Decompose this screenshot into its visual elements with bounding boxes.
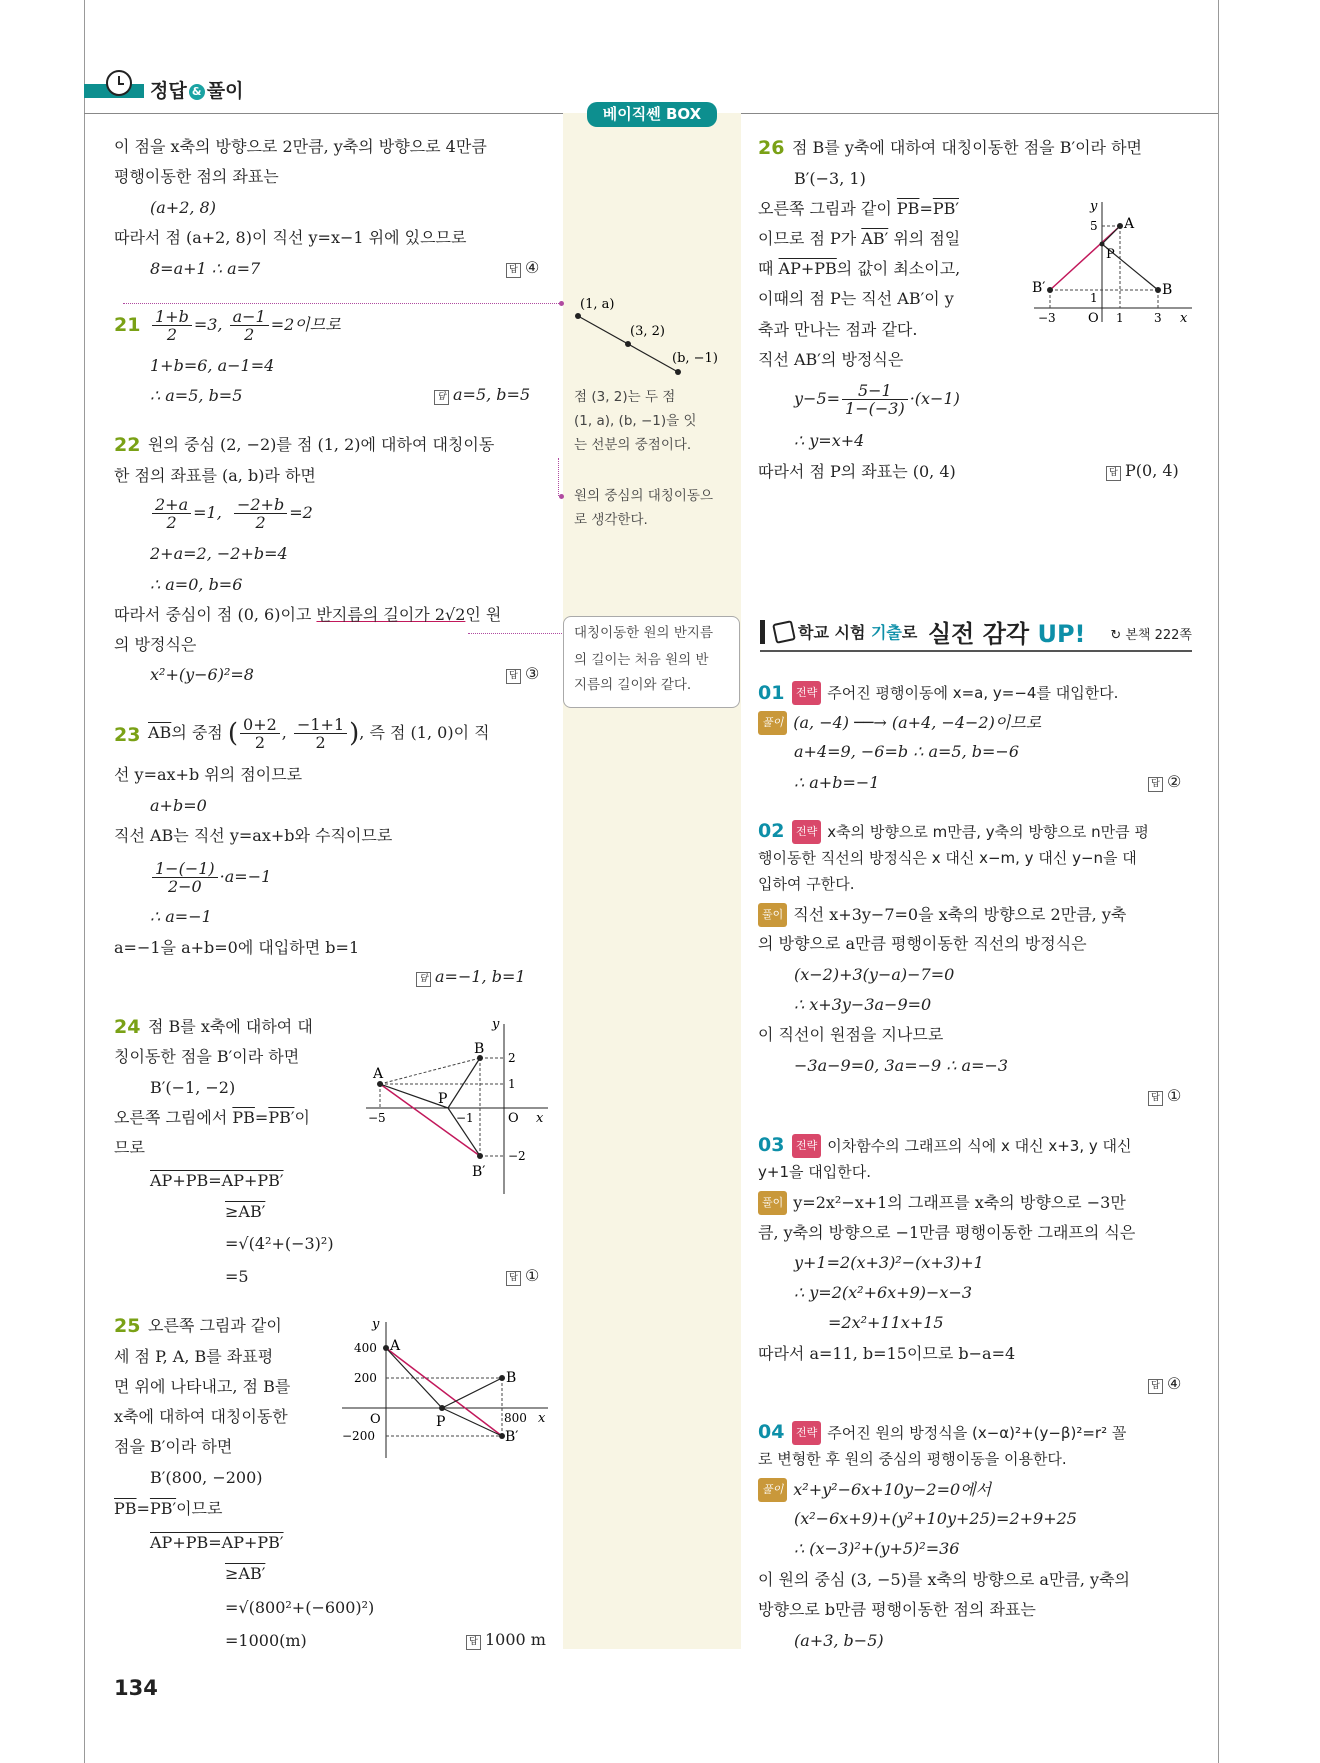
p26-line4: 이므로 점 P가 AB′ 위의 점일 (758, 229, 961, 248)
q04-line4: 이 원의 중심 (3, −5)를 x축의 방향으로 a만큼, y축의 (758, 1570, 1131, 1589)
q04-line6: (a+3, b−5) (794, 1631, 884, 1650)
p22-line1: 원의 중심 (2, −2)를 점 (1, 2)에 대하여 대칭이동 (148, 435, 495, 454)
tick-minus5: −5 (368, 1111, 386, 1125)
segment-pb (442, 1378, 502, 1408)
dotted-connector (123, 303, 561, 304)
tick-400: 400 (354, 1341, 377, 1355)
p26-figure (1030, 196, 1200, 326)
label-x: x (1180, 311, 1188, 326)
q02-line4: ∴ x+3y−3a−9=0 (794, 995, 932, 1014)
label-o: O (508, 1111, 519, 1126)
tick-5: 5 (1090, 219, 1098, 233)
q03-line2: 큼, y축의 방향으로 −1만큼 평행이동한 그래프의 식은 (758, 1223, 1136, 1242)
p20-line2: 평행이동한 점의 좌표는 (114, 167, 279, 186)
tick-y1: 1 (1090, 291, 1098, 305)
q01-strategy: 전략 주어진 평행이동에 x=a, y=−4를 대입한다. (792, 681, 1118, 705)
answer-mark-icon: 답 (466, 1635, 481, 1650)
answer-mark-icon: 답 (1148, 777, 1163, 792)
dotted-connector (558, 458, 560, 496)
fraction: $\frac{1+b}{2}$ (152, 308, 192, 343)
point-p (439, 1405, 445, 1411)
q03-strategy-line2: y+1을 대입한다. (758, 1163, 871, 1181)
problem-number-26: 26 (758, 137, 785, 159)
alarm-clock-icon (106, 70, 132, 96)
p21-line1: $\frac{1+b}{2}$ =3, $\frac{a-1}{2}$ =2이므로 (150, 308, 341, 343)
p26-line3: 오른쪽 그림과 같이 $\overline{PB}=PB'$ (758, 199, 959, 218)
q02-line5: 이 직선이 원점을 지나므로 (758, 1025, 944, 1044)
p23-line7: a=−1을 a+b=0에 대입하면 b=1 (114, 938, 360, 957)
connector-dot (559, 301, 564, 306)
question-number-04: 04 (758, 1421, 785, 1443)
label-b-minus1: (b, −1) (672, 351, 718, 366)
p20-answer: 답 ④ (506, 258, 539, 278)
question-number-01: 01 (758, 682, 785, 704)
p23-line6: ∴ a=−1 (150, 907, 212, 926)
q04-line1: 풀이 x²+y²−6x+10y−2=0에서 (758, 1478, 991, 1502)
section-label: 학교 시험 기출로 (798, 623, 918, 642)
q03-line5: =2x²+11x+15 (828, 1313, 944, 1332)
answer-mark-icon: 답 (416, 972, 431, 987)
answer-mark-icon: 답 (506, 669, 521, 684)
label-1-a: (1, a) (580, 297, 615, 312)
p24-line9: =5 (225, 1267, 249, 1286)
label-y: y (372, 1317, 380, 1332)
section-title: 실전 감각 UP! (928, 620, 1086, 648)
point-a (1117, 223, 1123, 229)
segment-ap (1102, 226, 1120, 244)
label-b: B (506, 1370, 517, 1386)
section-bar (760, 620, 765, 644)
p25-line10: =√(800²+(−600)²) (225, 1598, 375, 1617)
q02-strategy-line1: 전략 x축의 방향으로 m만큼, y축의 방향으로 n만큼 평 (792, 820, 1149, 844)
p20-line4: 따라서 점 (a+2, 8)이 직선 y=x−1 위에 있으므로 (114, 228, 467, 247)
problem-number-24: 24 (114, 1016, 141, 1038)
tick-x1: 1 (1116, 311, 1124, 325)
tick-minus1: −1 (456, 1111, 474, 1125)
p26-line7: 축과 만나는 점과 같다. (758, 320, 918, 339)
tick-3: 3 (1154, 311, 1162, 325)
p20-line1: 이 점을 x축의 방향으로 2만큼, y축의 방향으로 4만큼 (114, 137, 487, 156)
answer-mark-icon: 답 (1148, 1091, 1163, 1106)
box-21-note-line3: 는 선분의 중점이다. (574, 437, 692, 453)
guide-line (380, 1058, 480, 1084)
point-b (1155, 287, 1161, 293)
tick-minus200: −200 (342, 1429, 375, 1443)
p25-line4: x축에 대하여 대칭이동한 (114, 1407, 288, 1426)
pencil-icon (772, 620, 796, 644)
p22-line8: x²+(y−6)²=8 (150, 665, 254, 684)
p26-line8: 직선 AB′의 방정식은 (758, 350, 904, 369)
q04-line2: (x²−6x+9)+(y²+10y+25)=2+9+25 (794, 1509, 1077, 1528)
p24-answer: 답 ① (506, 1266, 539, 1286)
p23-line3: a+b=0 (150, 796, 207, 815)
p25-line3: 면 위에 나타내고, 점 B를 (114, 1377, 291, 1396)
point-b (499, 1375, 505, 1381)
basic-box-tab: 베이직쎈 BOX (587, 102, 717, 127)
q01-line2: a+4=9, −6=b ∴ a=5, b=−6 (794, 742, 1019, 761)
p25-line9: ≥AB′ (225, 1564, 266, 1583)
point-a (383, 1345, 389, 1351)
box-22b-note-line2: 의 길이는 처음 원의 반 (574, 652, 709, 668)
p22-line4: 2+a=2, −2+b=4 (150, 544, 288, 563)
p20-line3: (a+2, 8) (150, 198, 216, 217)
tick-1: 1 (508, 1077, 516, 1091)
page-number: 134 (114, 1676, 158, 1700)
label-o: O (370, 1412, 381, 1427)
fraction: $\frac{5-1}{1-(-3)}$ (842, 382, 908, 417)
box-22-note-line2: 로 생각한다. (574, 512, 648, 528)
p26-line10: ∴ y=x+4 (794, 431, 865, 450)
question-number-03: 03 (758, 1134, 785, 1156)
box-21-figure (572, 290, 738, 376)
label-y: y (492, 1017, 500, 1032)
p21-line3: ∴ a=5, b=5 (150, 386, 243, 405)
book-ref-icon: ↻ (1110, 628, 1126, 643)
q03-line3: y+1=2(x+3)²−(x+3)+1 (794, 1253, 984, 1272)
p26-line2: B′(−3, 1) (794, 169, 866, 188)
point-1-a (575, 313, 581, 319)
box-22b-note-line1: 대칭이동한 원의 반지름 (574, 625, 713, 641)
p26-line1: 점 B를 y축에 대하여 대칭이동한 점을 B′이라 하면 (792, 138, 1142, 157)
p26-line5: 때 AP+PB의 값이 최소이고, (758, 259, 961, 278)
q03-line6: 따라서 a=11, b=15이므로 b−a=4 (758, 1344, 1016, 1363)
answer-mark-icon: 답 (1148, 1379, 1163, 1394)
page-border-left (84, 0, 85, 1763)
section-header (760, 614, 1192, 652)
q02-answer: 답 ① (1148, 1086, 1181, 1106)
question-number-02: 02 (758, 820, 785, 842)
p22-line6: 따라서 중심이 점 (0, 6)이고 반지름의 길이가 2√2인 원 (114, 605, 502, 624)
label-b-prime: B′ (1032, 280, 1046, 296)
tick-200: 200 (354, 1371, 377, 1385)
fraction: $\frac{a-1}{2}$ (230, 308, 269, 343)
p24-line8: =√(4²+(−3)²) (225, 1234, 334, 1253)
section-reference: ↻ 본책 222쪽 (1110, 628, 1192, 643)
p22-line2: 한 점의 좌표를 (a, b)라 하면 (114, 466, 316, 485)
p26-line9: y−5= $\frac{5-1}{1-(-3)}$ ·(x−1) (794, 381, 960, 418)
p24-line4: 오른쪽 그림에서 $\overline{PB}=PB'$이 (114, 1108, 310, 1127)
p26-answer: 답 P(0, 4) (1106, 461, 1179, 481)
p24-line6: AP+PB=AP+PB′ (150, 1171, 284, 1190)
p22-line7: 의 방정식은 (114, 635, 197, 654)
answer-mark-icon: 답 (434, 390, 449, 405)
q02-strategy-line2: 행이동한 직선의 방정식은 x 대신 x−m, y 대신 y−n을 대 (758, 849, 1137, 867)
p25-line11: =1000(m) (225, 1631, 307, 1650)
label-b-prime: B′ (472, 1164, 486, 1180)
p23-line2: 선 y=ax+b 위의 점이므로 (114, 765, 303, 784)
q02-line1: 풀이 직선 x+3y−7=0을 x축의 방향으로 2만큼, y축 (758, 903, 1126, 927)
p25-line1: 오른쪽 그림과 같이 (148, 1316, 282, 1335)
fraction: $\frac{-2+b}{2}$ (234, 496, 287, 531)
p26-line11: 따라서 점 P의 좌표는 (0, 4) (758, 462, 956, 481)
answer-mark-icon: 답 (506, 263, 521, 278)
p25-line2: 세 점 P, A, B를 좌표평 (114, 1347, 274, 1366)
segment-pb-prime (442, 1408, 502, 1436)
p26-line6: 이때의 점 P는 직선 AB′이 y (758, 289, 954, 308)
q02-strategy-line3: 입하여 구한다. (758, 875, 855, 893)
box-21-note-line2: (1, a), (b, −1)을 잇 (574, 413, 697, 429)
box-22b-note-line3: 지름의 길이와 같다. (574, 677, 692, 693)
p23-line5: $\frac{1-(-1)}{2-0}$ ·a=−1 (150, 860, 271, 895)
problem-number-23: 23 (114, 724, 141, 746)
label-b-prime: B′ (505, 1429, 519, 1445)
p20-line5: 8=a+1 ∴ a=7 (150, 259, 261, 278)
p22-answer: 답 ③ (506, 664, 539, 684)
box-21-note-line1: 점 (3, 2)는 두 점 (574, 389, 676, 405)
p24-line2: 칭이동한 점을 B′이라 하면 (114, 1047, 300, 1066)
q03-line4: ∴ y=2(x²+6x+9)−x−3 (794, 1283, 973, 1302)
label-x: x (538, 1411, 546, 1426)
fraction: $\frac{0+2}{2}$ (240, 716, 280, 751)
label-y: y (1090, 199, 1098, 214)
label-o: O (1088, 311, 1099, 326)
p22-line5: ∴ a=0, b=6 (150, 575, 243, 594)
p25-figure (338, 1316, 554, 1466)
tick-minus3: −3 (1038, 311, 1056, 325)
problem-number-25: 25 (114, 1315, 141, 1337)
point-b-prime (1047, 287, 1053, 293)
p25-line5: 점을 B′이라 하면 (114, 1437, 233, 1456)
q04-strategy-line2: 로 변형한 후 원의 중심의 평행이동을 이용한다. (758, 1450, 1067, 1468)
tick-2: 2 (508, 1051, 516, 1065)
p25-line8: AP+PB=AP+PB′ (150, 1533, 284, 1552)
answer-mark-icon: 답 (506, 1271, 521, 1286)
label-b: B (1162, 282, 1173, 298)
p24-figure (362, 1016, 552, 1196)
point-b-minus1 (675, 369, 681, 375)
tick-800: 800 (504, 1411, 527, 1425)
p24-line7: ≥AB′ (225, 1202, 266, 1221)
point-p (1100, 242, 1105, 247)
fraction: $\frac{2+a}{2}$ (152, 496, 191, 531)
p25-line6: B′(800, −200) (150, 1468, 263, 1487)
section-rule (760, 650, 1192, 652)
label-p: P (436, 1414, 446, 1430)
p25-line7: $\overline{PB}=PB'$이므로 (114, 1499, 223, 1518)
p23-line4: 직선 AB는 직선 y=ax+b와 수직이므로 (114, 826, 393, 845)
q01-line1: 풀이 (a, −4) ──→ (a+4, −4−2)이므로 (758, 711, 1041, 735)
q04-line3: ∴ (x−3)²+(y+5)²=36 (794, 1539, 960, 1558)
point-3-2 (625, 341, 631, 347)
connector-dot (559, 494, 564, 499)
p23-answer: 답 a=−1, b=1 (416, 967, 526, 987)
p24-line3: B′(−1, −2) (150, 1078, 236, 1097)
header-title: 정답 & 풀이 (150, 80, 244, 102)
dotted-connector (468, 633, 562, 634)
q02-line6: −3a−9=0, 3a=−9 ∴ a=−3 (794, 1056, 1009, 1075)
label-x: x (536, 1111, 544, 1126)
tick-minus2: −2 (508, 1149, 526, 1163)
problem-number-22: 22 (114, 434, 141, 456)
fraction: $\frac{1-(-1)}{2-0}$ (152, 860, 218, 895)
p22-line3: $\frac{2+a}{2}$ =1, $\frac{-2+b}{2}$ =2 (150, 496, 313, 531)
label-b: B (474, 1041, 485, 1057)
answer-mark-icon: 답 (1106, 466, 1121, 481)
p23-line1: $\overline{AB}$의 중점 ( $\frac{0+2}{2}$ , $\frac{-1+1}{2}$ ), 즉 점 (1, 0)이 직 (148, 715, 490, 752)
p21-line2: 1+b=6, a−1=4 (150, 356, 275, 375)
label-a: A (373, 1066, 384, 1082)
point-b-prime (477, 1153, 483, 1159)
q03-answer: 답 ④ (1148, 1374, 1181, 1394)
q04-strategy-line1: 전략 주어진 원의 방정식을 (x−α)²+(y−β)²=r² 꼴 (792, 1421, 1126, 1445)
q03-strategy-line1: 전략 이차함수의 그래프의 식에 x 대신 x+3, y 대신 (792, 1134, 1132, 1158)
page-border-right (1218, 0, 1219, 1763)
q01-line3: ∴ a+b=−1 (794, 773, 880, 792)
problem-number-21: 21 (114, 314, 141, 336)
p24-line5: 므로 (114, 1138, 145, 1157)
box-22-note-line1: 원의 중심의 대칭이동으 (574, 488, 713, 504)
q02-line2: 의 방향으로 a만큼 평행이동한 직선의 방정식은 (758, 934, 1087, 953)
fraction: $\frac{-1+1}{2}$ (294, 716, 347, 751)
q01-answer: 답 ② (1148, 772, 1181, 792)
label-a: A (1124, 216, 1135, 232)
label-a: A (390, 1338, 401, 1354)
label-3-2: (3, 2) (630, 324, 665, 339)
p25-answer: 답 1000 m (466, 1630, 546, 1650)
q02-line3: (x−2)+3(y−a)−7=0 (794, 965, 955, 984)
q03-line1: 풀이 y=2x²−x+1의 그래프를 x축의 방향으로 −3만 (758, 1191, 1126, 1215)
p21-answer: 답 a=5, b=5 (434, 385, 530, 405)
p24-line1: 점 B를 x축에 대하여 대 (148, 1017, 313, 1036)
label-p: P (438, 1091, 448, 1107)
label-p: P (1106, 247, 1115, 262)
q04-line5: 방향으로 b만큼 평행이동한 점의 좌표는 (758, 1600, 1036, 1619)
